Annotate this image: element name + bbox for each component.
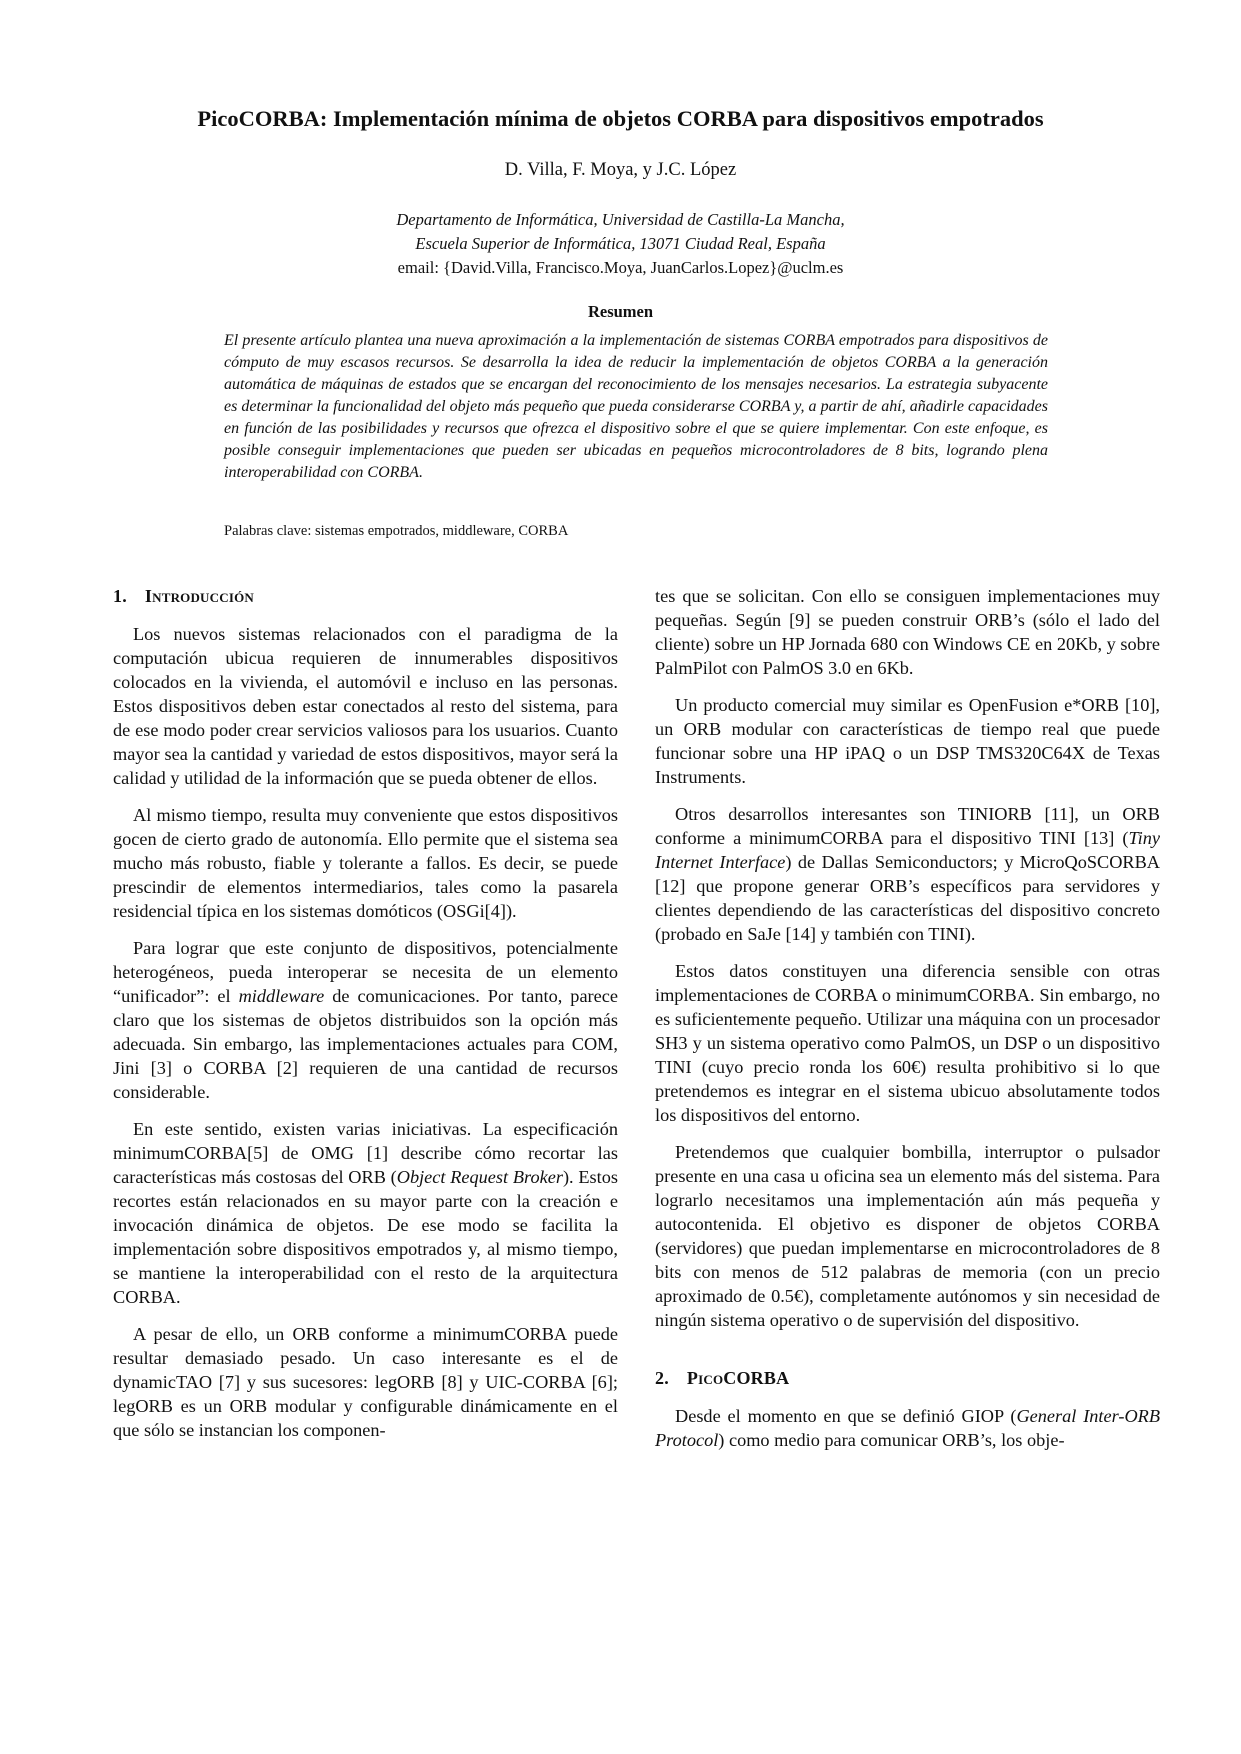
section-1-paragraph-1: Los nuevos sistemas relacionados con el paradigma de la computación ubicua requieren de innumerables dispositivos colocados en la vivienda, el automóvil e incluso en las personas. Estos dispositivos deben estar conectados al resto del sistema, para de ese modo poder crear servicios valiosos para los usuarios. Cuanto mayor sea la cantidad y variedad de estos dispositivos, mayor será la calidad y utilidad de la información que se pueda obtener de ellos. [113, 624, 618, 788]
text-run: ) de Dallas Semiconductors; y MicroQoSCORBA [12] que propone generar ORB’s específicos para servidores y clientes dependiendo de las características del dispositivo concreto (probado en SaJe [14] y también con TINI). [655, 852, 1160, 944]
abstract-heading: Resumen [587, 302, 654, 321]
affiliation-line-1: Departamento de Informática, Universidad de Castilla-La Mancha, [396, 210, 845, 229]
emphasis-tini: Tiny Internet Interface [655, 828, 1160, 872]
section-2-heading [655, 1366, 1160, 1390]
section-1-paragraph-2: Al mismo tiempo, resulta muy conveniente que estos dispositivos gocen de cierto grado de autonomía. Ello permite que el sistema sea mucho más robusto, fiable y tolerante a fallos. Es decir, se puede prescindir de elementos intermediarios, tales como la pasarela residencial típica en los sistemas domóticos (OSGi[4]). [113, 805, 618, 921]
section-2-number: 2. [655, 1368, 669, 1388]
abstract-text: El presente artículo plantea una nueva aproximación a la implementación de sistemas CORBA empotrados para dispositivos de cómputo de muy escasos recursos. Se desarrolla la idea de reducir la implementación de objetos CORBA a la generación automática de máquinas de estados que se encargan del reconocimiento de los mensajes necesarios. La estrategia subyacente es determinar la funcionalidad del objeto más pequeño que pueda considerarse CORBA y, a partir de ahí, añadirle capacidades en función de las posibilidades y recursos que ofrezca el dispositivo sobre el que se quiere implementar. Con este enfoque, es posible conseguir implementaciones que pueden ser ubicadas en pequeños microcontroladores de 8 bits, logrando plena interoperabilidad con CORBA. [224, 332, 1048, 481]
section-1-paragraph-9: Pretendemos que cualquier bombilla, interruptor o pulsador presente en una casa u oficina sea un elemento más del sistema. Para lograrlo necesitamos una implementación aún más pequeña y autocontenida. El objetivo es disponer de objetos CORBA (servidores) que puedan implementarse en microcontroladores de 8 bits con menos de 512 palabras de memoria (con un precio aproximado de 0.5€), completamente autónomos y sin necesidad de ningún sistema operativo o de supervisión del dispositivo. [655, 1142, 1160, 1330]
emphasis-middleware: middleware [238, 986, 325, 1006]
text-run: Para lograr que este conjunto de dispositivos, potencialmente heterogéneos, pueda interoperar se necesita de un elemento “unificador”: el [113, 938, 618, 1006]
section-1-paragraph-3 [113, 936, 618, 1104]
text-run: de comunicaciones. Por tanto, parece claro que los sistemas de objetos distribuidos son la opción más adecuada. Sin embargo, las implementaciones actuales para COM, Jini [3] o CORBA [2] requieren de una cantidad de recursos considerable. [113, 986, 618, 1102]
keywords: Palabras clave: sistemas empotrados, middleware, CORBA [224, 523, 569, 539]
paper-title: PicoCORBA: Implementación mínima de objetos CORBA para dispositivos empotrados [197, 106, 1044, 131]
right-column [655, 584, 1160, 1465]
text-run: ). Estos recortes están relacionados en su mayor parte con la creación e invocación dinámica de objetos. De ese modo se facilita la implementación sobre dispositivos empotrados y, al mismo tiempo, se mantiene la interoperabilidad con el resto de la arquitectura CORBA. [113, 1167, 619, 1307]
section-1-number: 1. [113, 586, 127, 606]
section-1-paragraph-7 [655, 802, 1160, 946]
section-2-paragraph-1 [655, 1404, 1160, 1452]
section-1-paragraph-5: A pesar de ello, un ORB conforme a minimumCORBA puede resultar demasiado pesado. Un caso interesante es el de dynamicTAO [7] y sus sucesores: legORB [8] y UIC-CORBA [6]; legORB es un ORB modular y configurable dinámicamente en el que sólo se instancian los componen- [113, 1324, 618, 1440]
text-run: Otros desarrollos interesantes son TINIORB [11], un ORB conforme a minimumCORBA para el dispositivo TINI [13] ( [655, 804, 1160, 848]
email-line: email: {David.Villa, Francisco.Moya, JuanCarlos.Lopez}@uclm.es [397, 258, 844, 277]
section-1-title: Introducción [144, 586, 254, 606]
section-1-paragraph-5-continued: tes que se solicitan. Con ello se consiguen implementaciones muy pequeñas. Según [9] se pueden construir ORB’s (sólo el lado del cliente) sobre un HP Jornada 680 con Windows CE en 20Kb, y sobre PalmPilot con PalmOS 3.0 en 6Kb. [655, 586, 1160, 678]
section-1-paragraph-8: Estos datos constituyen una diferencia sensible con otras implementaciones de CORBA o minimumCORBA. Sin embargo, no es suficientemente pequeño. Utilizar una máquina con un procesador SH3 y un sistema operativo como PalmOS, un DSP o un dispositivo TINI (cuyo precio ronda los 60€) resulta prohibitivo si lo que pretendemos es integrar en el sistema ubicuo absolutamente todos los dispositivos del entorno. [655, 961, 1160, 1125]
section-1-paragraph-4 [113, 1117, 618, 1309]
text-run: Desde el momento en que se definió GIOP ( [675, 1406, 1017, 1426]
affiliation-line-2: Escuela Superior de Informática, 13071 Ciudad Real, España [415, 234, 826, 253]
affiliation [0, 208, 1241, 280]
section-1-heading [113, 584, 618, 608]
section-1-paragraph-6: Un producto comercial muy similar es OpenFusion e*ORB [10], un ORB modular con características de tiempo real que puede funcionar sobre una HP iPAQ o un DSP TMS320C64X de Texas Instruments. [655, 695, 1160, 787]
left-column [113, 584, 618, 1455]
section-2-title: PicoCORBA [686, 1368, 790, 1388]
text-run: En este sentido, existen varias iniciativas. La especificación minimumCORBA[5] de OMG [1] describe cómo recortar las características más costosas del ORB ( [113, 1119, 618, 1187]
authors: D. Villa, F. Moya, y J.C. López [504, 160, 737, 180]
emphasis-giop: General Inter-ORB Protocol [655, 1406, 1160, 1450]
text-run: ) como medio para comunicar ORB’s, los obje- [718, 1430, 1065, 1450]
emphasis-orb: Object Request Broker [396, 1167, 563, 1187]
